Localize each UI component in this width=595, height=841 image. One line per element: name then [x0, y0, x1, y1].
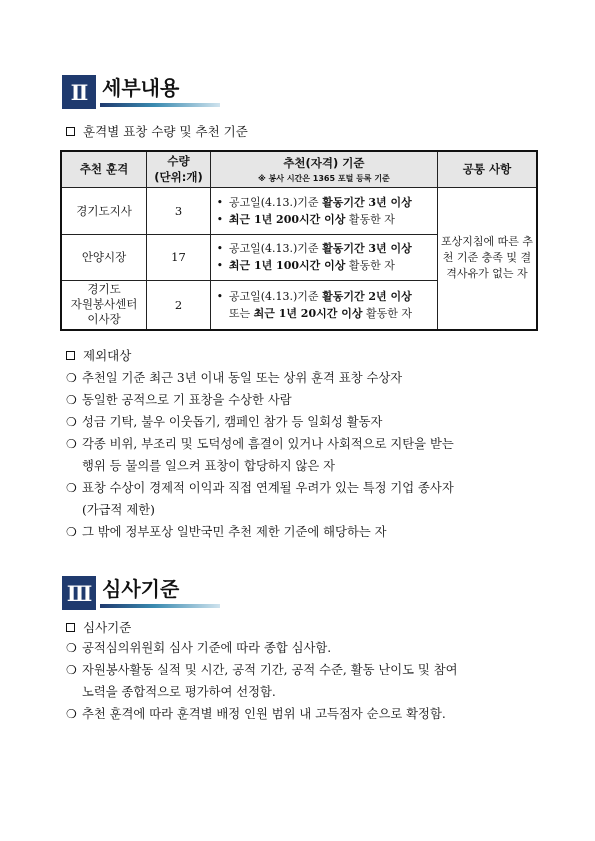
award-line: 이사장 — [87, 312, 121, 327]
section-number-badge: Ⅲ — [62, 576, 96, 610]
list-item-text: 행위 등 물의를 일으켜 표창이 합당하지 않은 자 — [82, 459, 336, 473]
criteria-text: 공고일(4.13.)기준 — [228, 195, 323, 209]
circle-bullet-icon: ❍ — [66, 437, 77, 451]
section-header-3 — [62, 576, 220, 610]
header-qty-line1: 수량 — [167, 154, 190, 169]
criteria-list — [66, 637, 546, 725]
list-item — [66, 411, 546, 433]
header-qty-line2: (단위:개) — [154, 170, 203, 185]
circle-bullet-icon: ❍ — [66, 481, 77, 495]
criteria-bold: 최근 1년 200시간 이상 — [228, 212, 346, 226]
header-qty — [147, 151, 211, 187]
section-underline — [100, 103, 220, 107]
award-cell: 안양시장 — [61, 234, 147, 280]
list-item-text: 공적심의위원회 심사 기준에 따라 종합 심사함. — [82, 641, 332, 655]
criteria-text: 활동한 자 — [362, 306, 412, 320]
circle-bullet-icon: ❍ — [66, 371, 77, 385]
list-item — [66, 367, 546, 389]
section-header-2 — [62, 75, 220, 109]
criteria-text: 또는 — [228, 306, 254, 320]
circle-bullet-icon: ❍ — [66, 641, 77, 655]
circle-bullet-icon: ❍ — [66, 663, 77, 677]
award-criteria-table — [60, 150, 538, 331]
qty-cell: 17 — [147, 234, 211, 280]
header-criteria — [210, 151, 437, 187]
list-item-text: 동일한 공적으로 기 표창을 수상한 사람 — [82, 393, 292, 407]
subheading-text: 제외대상 — [83, 348, 132, 363]
common-cell: 포상지침에 따른 추천 기준 충족 및 결격사유가 없는 자 — [437, 187, 537, 330]
list-item-text: 표창 수상이 경제적 이익과 직접 연계될 우려가 있는 특정 기업 종사자 — [82, 481, 454, 495]
list-item — [66, 637, 546, 659]
list-item-text: 노력을 종합적으로 평가하여 선정함. — [82, 685, 276, 699]
criteria-text: 활동한 자 — [345, 212, 395, 226]
list-item-continuation — [66, 499, 546, 521]
circle-bullet-icon: ❍ — [66, 707, 77, 721]
qty-cell: 3 — [147, 187, 211, 234]
circle-bullet-icon: ❍ — [66, 393, 77, 407]
criteria-bold: 활동기간 3년 이상 — [322, 242, 412, 255]
qty-cell: 2 — [147, 280, 211, 330]
subheading-text: 훈격별 표창 수량 및 추천 기준 — [83, 124, 248, 139]
subheading-review — [66, 618, 131, 636]
bullet-icon: • — [216, 242, 224, 255]
criteria-text: 활동한 자 — [345, 259, 395, 272]
section-title: 심사기준 — [102, 577, 180, 601]
list-item-text: 그 밖에 정부포상 일반국민 추천 제한 기준에 해당하는 자 — [82, 525, 387, 539]
bullet-icon: • — [216, 195, 224, 209]
bullet-icon: • — [216, 259, 224, 272]
list-item — [66, 477, 546, 499]
section-underline — [100, 604, 220, 608]
checkbox-square-icon — [66, 127, 75, 136]
checkbox-square-icon — [66, 351, 75, 360]
list-item — [66, 389, 546, 411]
header-criteria-title: 추천(자격) 기준 — [283, 155, 365, 170]
exclusions-list — [66, 367, 546, 543]
list-item-text: 성금 기탁, 불우 이웃돕기, 캠페인 참가 등 일회성 활동자 — [82, 415, 383, 429]
subheading-award-criteria — [66, 122, 248, 140]
list-item-text: 각종 비위, 부조리 및 도덕성에 흠결이 있거나 사회적으로 지탄을 받는 — [82, 437, 454, 451]
criteria-bold: 최근 1년 100시간 이상 — [228, 259, 346, 272]
table-row — [61, 187, 537, 234]
list-item-continuation — [66, 455, 546, 477]
bullet-icon: • — [216, 212, 224, 226]
list-item-continuation — [66, 681, 546, 703]
list-item — [66, 521, 546, 543]
criteria-bold: 최근 1년 20시간 이상 — [253, 306, 363, 320]
list-item-text: 추천 훈격에 따라 훈격별 배정 인원 범위 내 고득점자 순으로 확정함. — [82, 707, 446, 721]
criteria-bold: 활동기간 2년 이상 — [322, 289, 412, 303]
criteria-cell — [210, 187, 437, 234]
award-line: 자원봉사센터 — [70, 297, 138, 312]
circle-bullet-icon: ❍ — [66, 415, 77, 429]
list-item-text: 자원봉사활동 실적 및 시간, 공적 기간, 공적 수준, 활동 난이도 및 참여 — [82, 663, 458, 677]
list-item — [66, 433, 546, 455]
header-common: 공통 사항 — [437, 151, 537, 187]
award-cell: 경기도지사 — [61, 187, 147, 234]
list-item — [66, 659, 546, 681]
list-item-text: (가급적 제한) — [82, 503, 155, 517]
section-title: 세부내용 — [102, 76, 180, 100]
circle-bullet-icon: ❍ — [66, 525, 77, 539]
criteria-bold: 활동기간 3년 이상 — [322, 195, 412, 209]
criteria-text: 공고일(4.13.)기준 — [228, 242, 323, 255]
header-criteria-note: ※ 봉사 시간은 1365 포털 등록 기준 — [258, 173, 390, 183]
bullet-icon: • — [216, 289, 224, 303]
checkbox-square-icon — [66, 623, 75, 632]
header-award: 추천 훈격 — [61, 151, 147, 187]
criteria-text: 공고일(4.13.)기준 — [228, 289, 323, 303]
section-number-badge: Ⅱ — [62, 75, 96, 109]
award-cell — [61, 280, 147, 330]
subheading-exclusions — [66, 346, 131, 364]
table-header-row — [61, 151, 537, 187]
list-item — [66, 703, 546, 725]
criteria-cell — [210, 280, 437, 330]
subheading-text: 심사기준 — [83, 620, 132, 635]
award-line: 경기도 — [87, 282, 121, 297]
list-item-text: 추천일 기준 최근 3년 이내 동일 또는 상위 훈격 표창 수상자 — [82, 371, 403, 385]
criteria-cell — [210, 234, 437, 280]
